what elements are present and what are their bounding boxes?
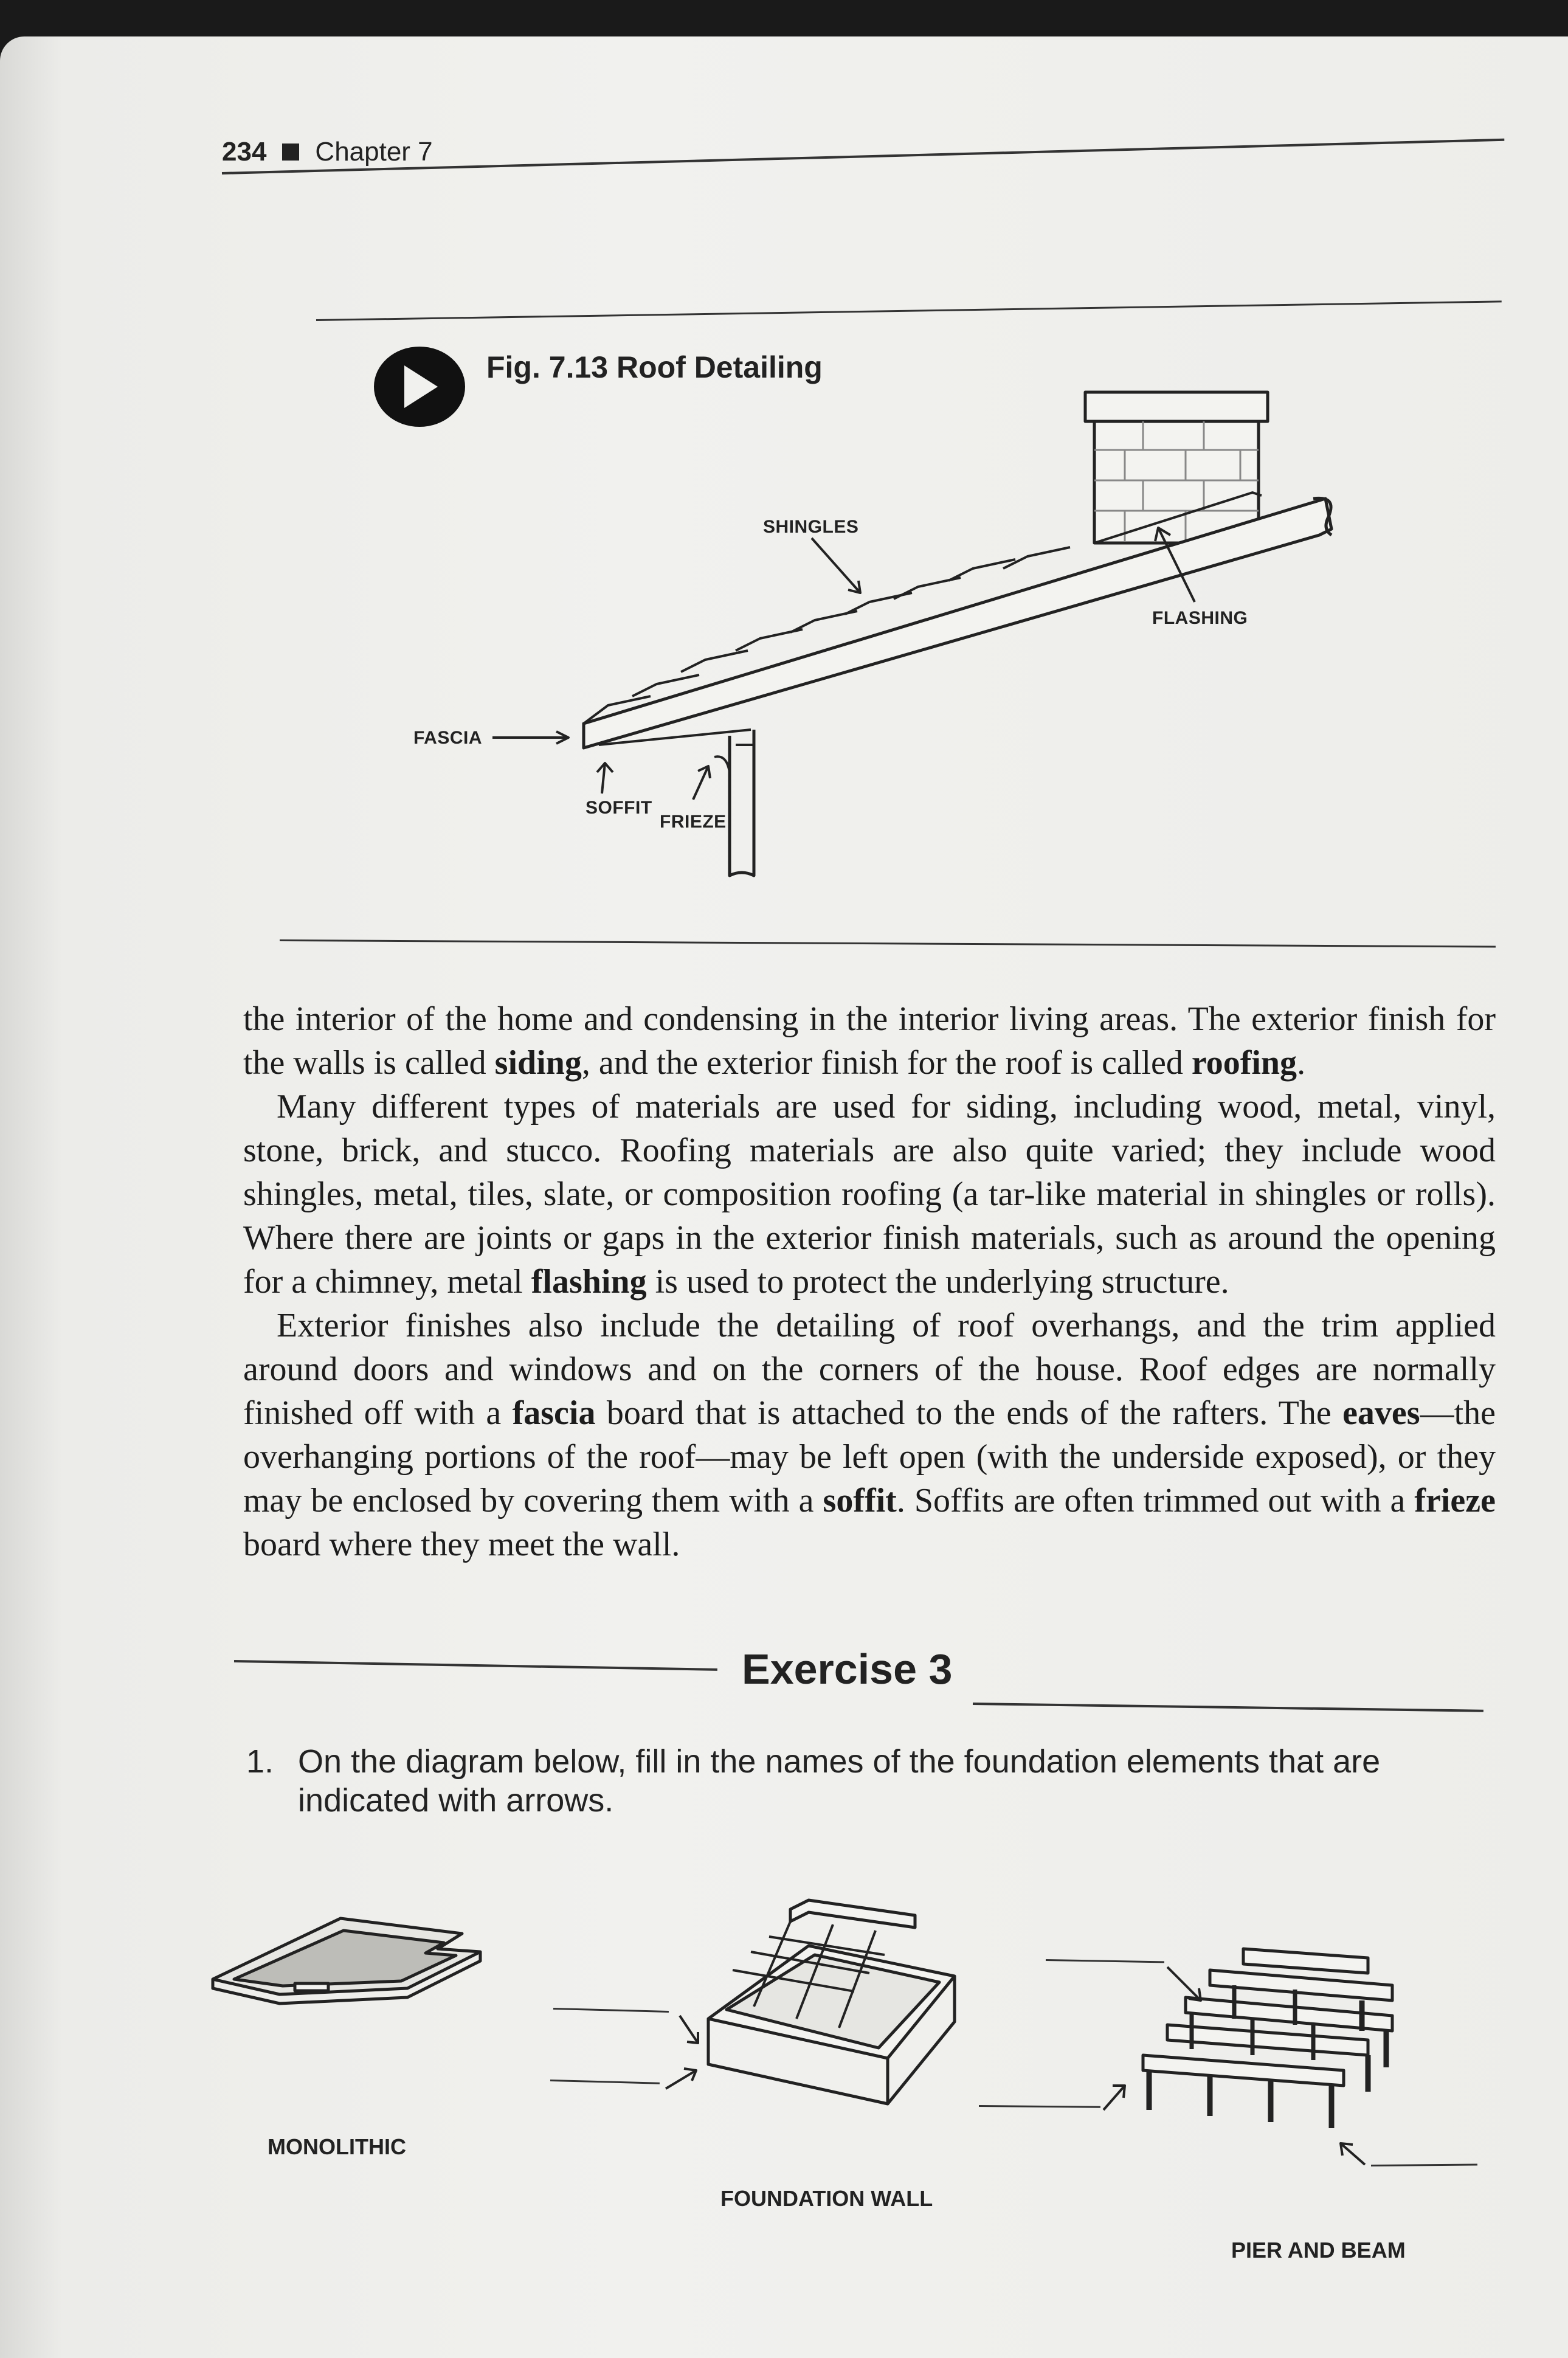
paragraph-2: Many different types of materials are used for siding, including wood, metal, vinyl, stone, brick, and stucco. Roofing materials are also quite varied; they include wood shingles, metal, tiles, slate, or composition roofing (a tar-like material in shingles or rolls). Where there are joints or gaps in the exterior finish materials, such as around the opening for a chimney, metal flashing is used to protect the underlying structure. (243, 1088, 1496, 1301)
exercise-title: Exercise 3 (742, 1645, 953, 1693)
answer-arrow-4 (1103, 2086, 1125, 2110)
answer-arrow-5 (1341, 2143, 1365, 2165)
paragraph-3: Exterior finishes also include the detailing of roof overhangs, and the trim applied around doors and windows and on the corners of the house. Roof edges are normally finished off with a fascia board that is attached to the ends of the rafters. The eaves—the overhanging portions of the roof—may be left open (with the underside exposed), or they may be enclosed by covering them with a soffit. Soffits are often trimmed out with a frieze board where they meet the wall. (243, 1307, 1496, 1563)
term-frieze: frieze (1414, 1482, 1496, 1520)
monolithic-slab-drawing (213, 1918, 480, 2004)
answer-arrow-3 (1167, 1967, 1201, 2000)
page-number: 234 (222, 137, 267, 167)
term-roofing: roofing (1191, 1044, 1297, 1082)
caption-foundation-wall: FOUNDATION WALL (720, 2186, 933, 2211)
term-flashing: flashing (531, 1263, 647, 1301)
term-eaves: eaves (1342, 1394, 1420, 1432)
answer-arrow-1 (680, 2016, 698, 2043)
label-frieze: FRIEZE (660, 812, 727, 832)
caption-pier-and-beam: PIER AND BEAM (1231, 2238, 1406, 2263)
term-fascia: fascia (512, 1394, 596, 1432)
term-siding: siding (494, 1044, 582, 1082)
caption-monolithic: MONOLITHIC (268, 2134, 406, 2159)
label-soffit: SOFFIT (585, 798, 652, 818)
paragraph-1: the interior of the home and condensing in the interior living areas. The exterior finish for the walls is called siding, and the exterior finish for the roof is called roofing. (243, 1000, 1496, 1082)
foundation-wall-drawing (708, 1900, 955, 2104)
question-number: 1. (246, 1743, 274, 1780)
label-flashing: FLASHING (1152, 608, 1248, 628)
term-soffit: soffit (823, 1482, 897, 1520)
figure-title: Fig. 7.13 Roof Detailing (486, 350, 823, 384)
label-shingles: SHINGLES (763, 517, 859, 537)
answer-arrow-2 (666, 2069, 696, 2089)
question-text: On the diagram below, fill in the names of the foundation elements that are indicated with arrows. (298, 1743, 1381, 1819)
label-fascia: FASCIA (413, 728, 483, 748)
pier-and-beam-drawing (1143, 1949, 1392, 2128)
chapter-label: Chapter 7 (315, 137, 433, 167)
